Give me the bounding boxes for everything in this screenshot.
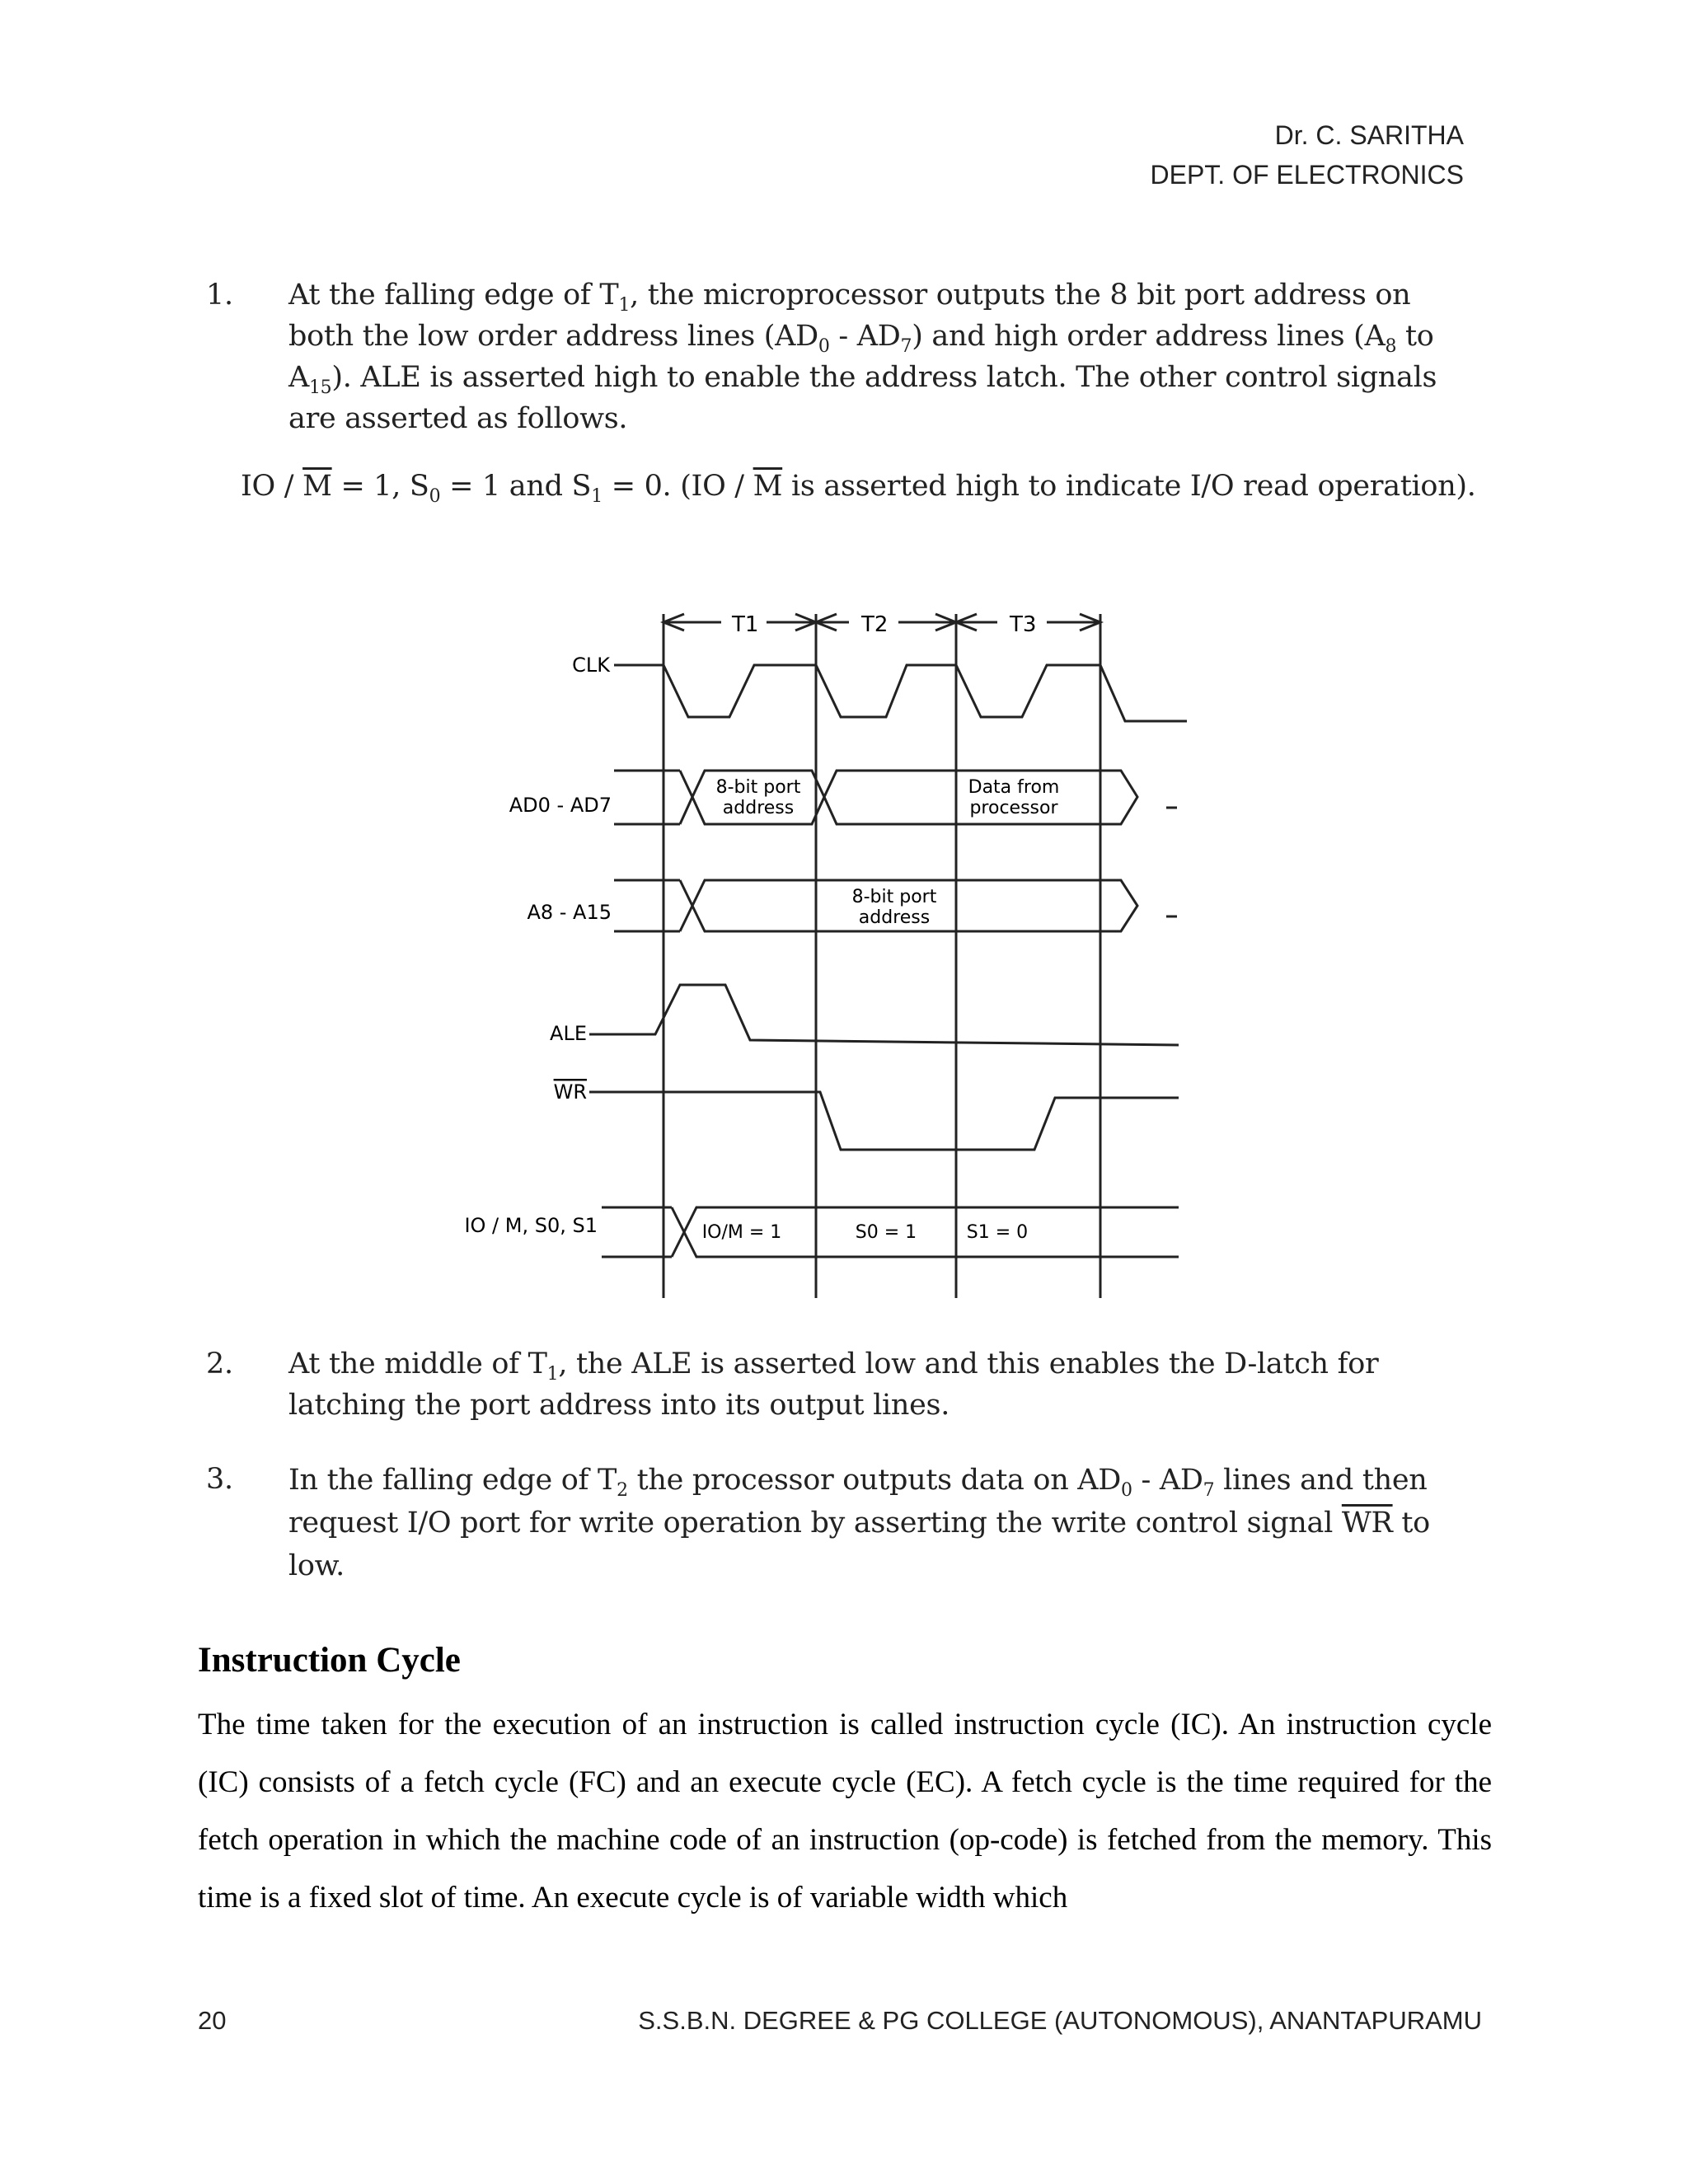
- status-waveform: [672, 1207, 684, 1257]
- box-label: address: [722, 798, 795, 818]
- status-label: IO/M = 1: [701, 1222, 782, 1243]
- signal-label: A8 - A15: [527, 901, 612, 924]
- control-signals-text: IO / $\overline{M} = 1$, $S_0 = 1$ and $S_1 = 0$. ($IO / \overline{M}$ is asserted high to indicate I/O read operation).: [241, 470, 1476, 507]
- box-label: 8-bit port: [851, 887, 937, 907]
- signal-label: CLK: [572, 654, 610, 677]
- step-3-number: 3.: [206, 1463, 233, 1496]
- signal-label: ALE: [550, 1022, 587, 1045]
- step-1-text: At the falling edge of $T_1$, the microprocessor outputs the 8 bit port address on both the low order address lines $(AD_0 - AD_7)$ and high order address lines ($A_8$ to $A_{15}$). ALE is asserted high to enable the address latch. The other control signals are asserted as follows.: [288, 279, 1437, 435]
- box-label: Data from: [968, 777, 1060, 798]
- box-label: 8-bit port: [715, 777, 801, 798]
- section-heading: Instruction Cycle: [198, 1641, 461, 1680]
- wr-waveform: [589, 1092, 1179, 1150]
- signal-label: WR: [553, 1080, 587, 1104]
- box-label: processor: [969, 798, 1058, 818]
- department: DEPT. OF ELECTRONICS: [1150, 160, 1464, 190]
- author-name: Dr. C. SARITHA: [1274, 120, 1464, 150]
- box-label: address: [858, 907, 931, 928]
- a-bus-waveform: [680, 880, 692, 931]
- step-3: [206, 1459, 1467, 1587]
- period-label: T3: [1010, 612, 1037, 637]
- step-2-number: 2.: [206, 1347, 233, 1380]
- status-label: S0 = 1: [855, 1222, 917, 1243]
- signal-label: IO / M, S0, S1: [464, 1214, 598, 1237]
- status-label: S1 = 0: [966, 1222, 1029, 1243]
- ale-waveform: [589, 985, 1179, 1045]
- period-label: T2: [861, 612, 889, 637]
- section-paragraph: The time taken for the execution of an instruction is called instruction cycle (IC). An instruction cycle (IC) consists of a fetch cycle (FC) and an execute cycle (EC). A fetch cycle is the time required for the fetch operation in which the machine code of an instruction (op-code) is fetched from the memory. This time is a fixed slot of time. An execute cycle is of variable width which: [198, 1708, 1492, 1915]
- ad-bus-waveform: [680, 771, 692, 824]
- step-2-text: At the middle of $T_1$, the ALE is asserted low and this enables the D-latch for latching the port address into its output lines.: [288, 1347, 1379, 1422]
- page-number: 20: [198, 2006, 227, 2035]
- step-1-number: 1.: [206, 279, 233, 312]
- period-label: T1: [732, 612, 759, 637]
- step-3-text: In the falling edge of $T_2$ the processor outputs data on $AD_0 - AD_7$ lines and then request I/O port for write operation by asserting the write control signal $\overline{WR}$ to low.: [288, 1464, 1430, 1582]
- step-2: [206, 1343, 1467, 1426]
- college-name: S.S.B.N. DEGREE & PG COLLEGE (AUTONOMOUS), ANANTAPURAMU: [638, 2006, 1482, 2035]
- signal-label: AD0 - AD7: [509, 794, 612, 817]
